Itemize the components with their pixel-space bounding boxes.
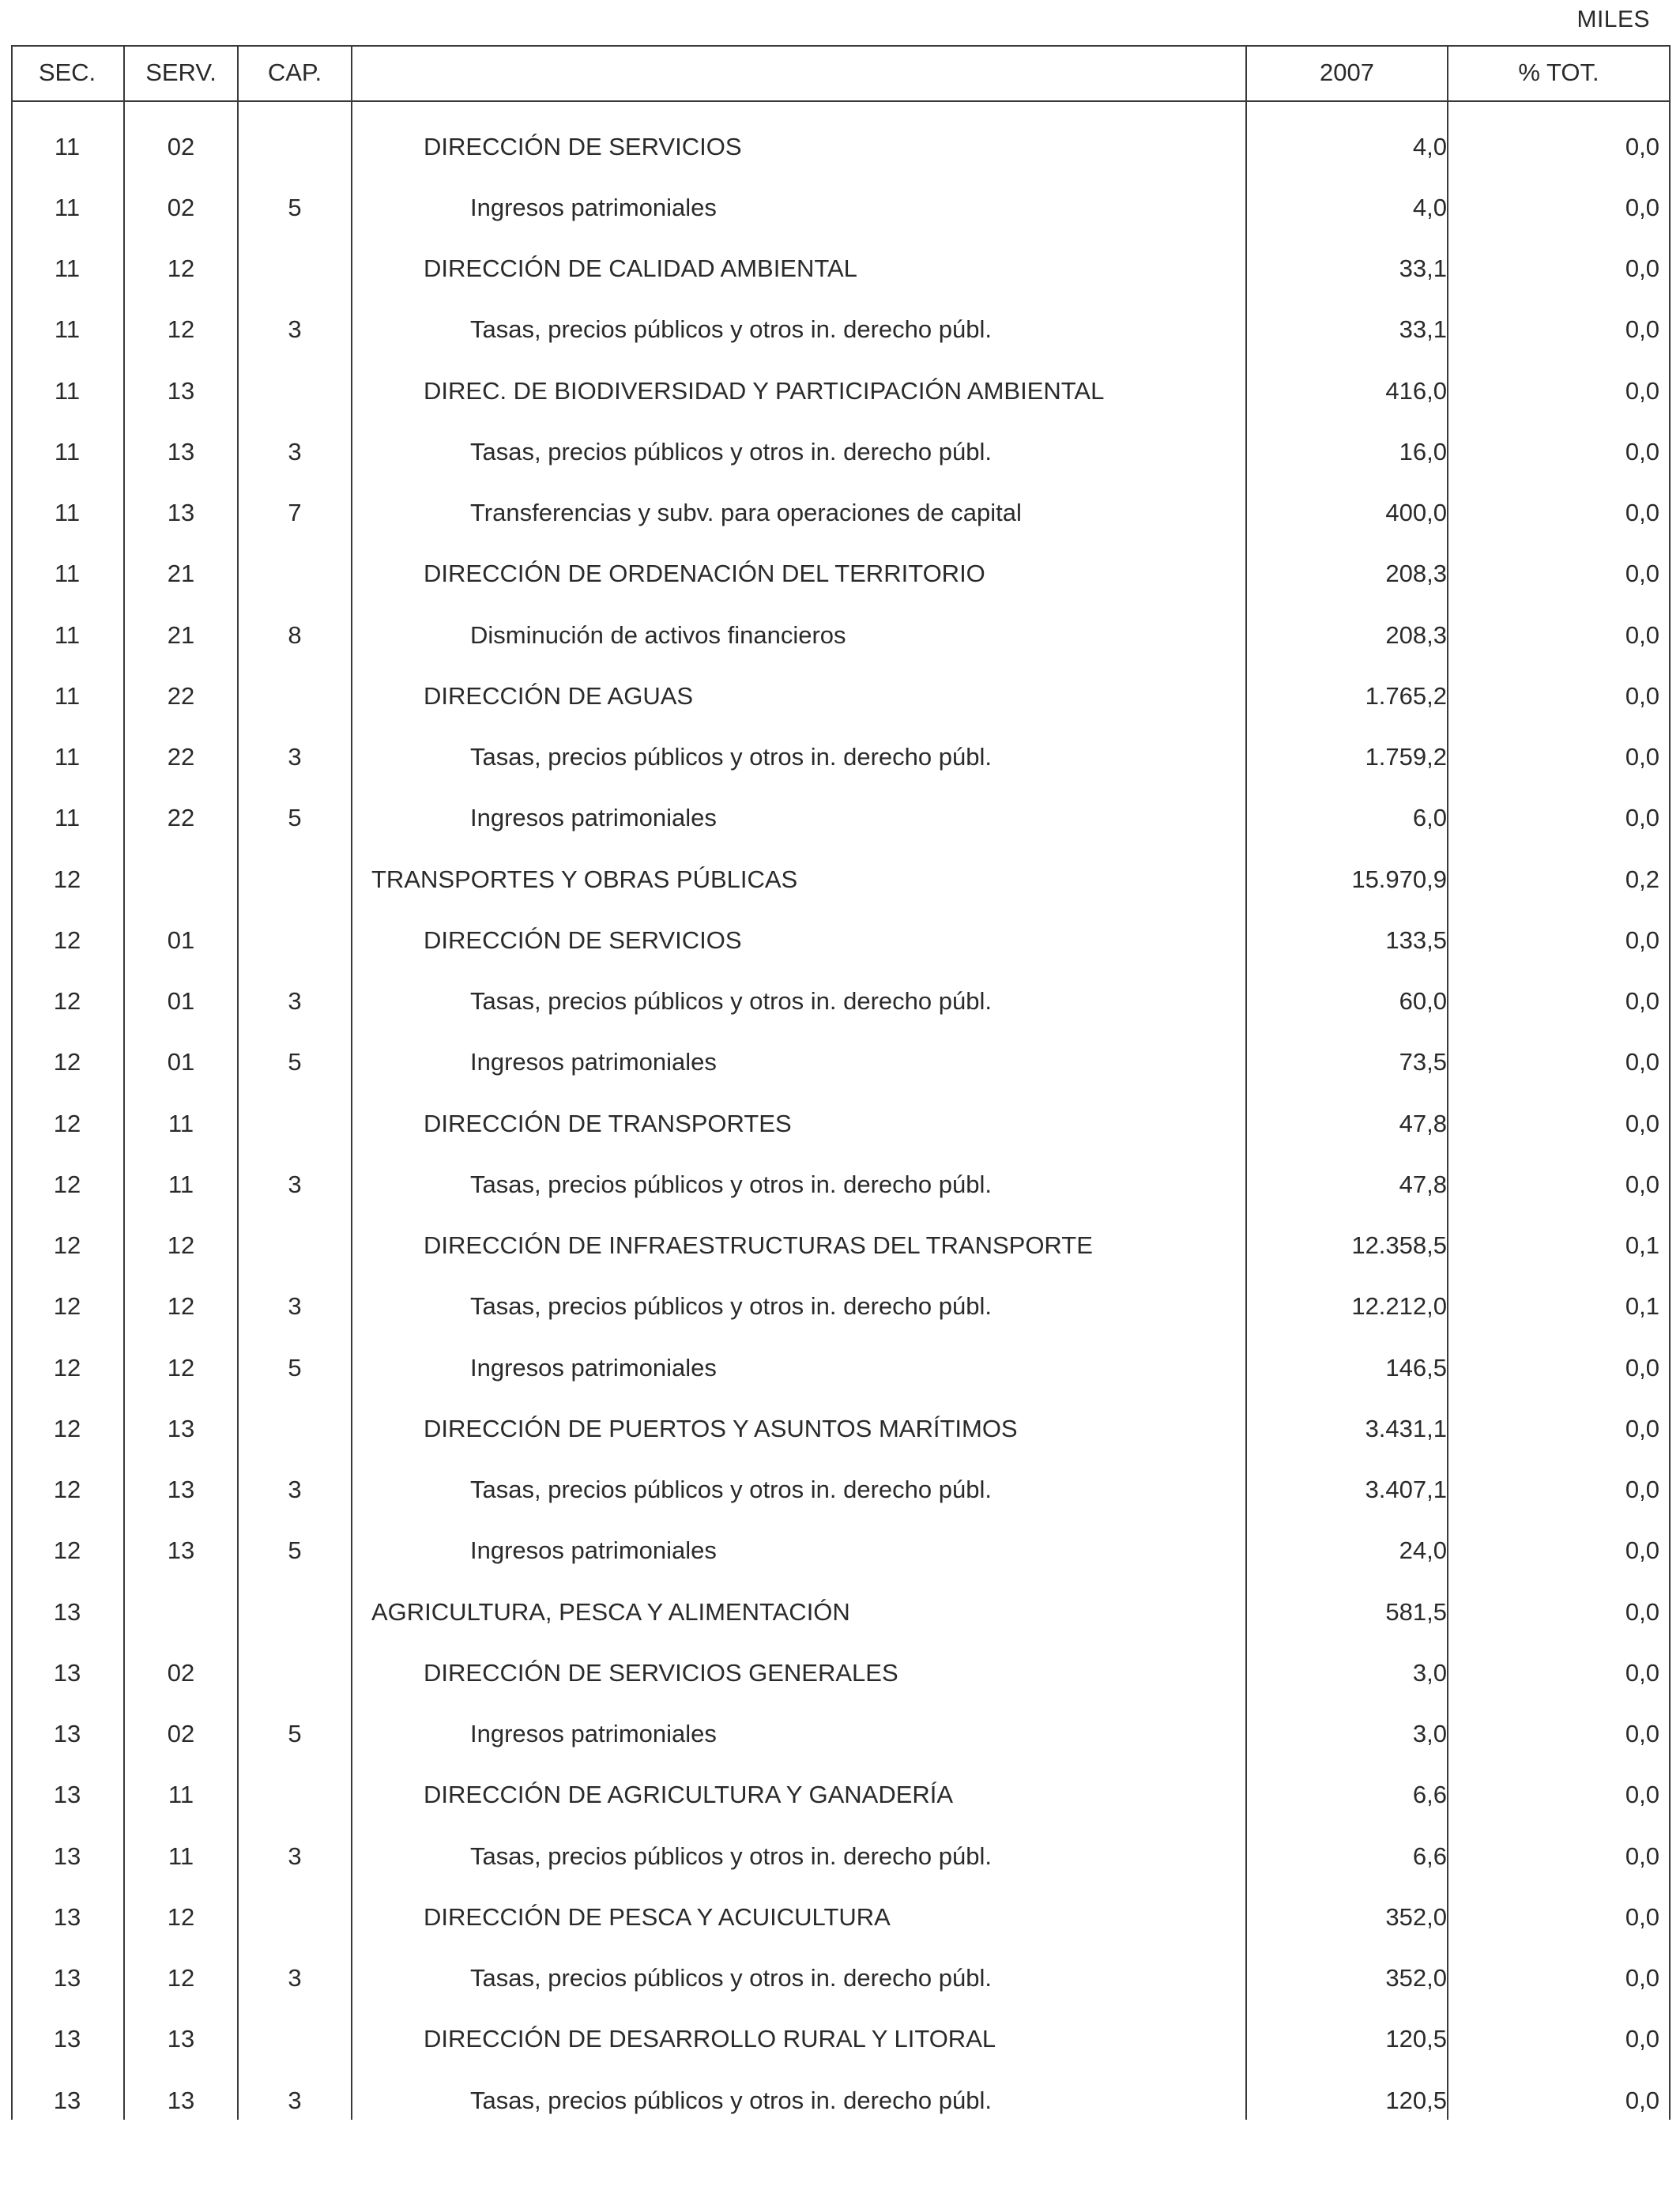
table-row [11, 116, 1671, 177]
serv-cell: 21 [167, 560, 195, 588]
table-row [11, 483, 1671, 544]
serv-cell: 02 [167, 193, 195, 221]
percent-cell: 0,0 [1625, 681, 1659, 710]
amount-cell: 33,1 [1399, 254, 1447, 283]
percent-cell: 0,0 [1625, 1720, 1659, 1748]
percent-cell: 0,0 [1625, 1902, 1659, 1931]
cap-cell [239, 116, 351, 177]
amount-cell: 581,5 [1385, 1597, 1447, 1626]
amount-cell: 3,0 [1412, 1658, 1447, 1687]
sec-cell: 13 [53, 2025, 81, 2053]
serv-cell: 11 [168, 1109, 194, 1137]
serv-cell: 12 [167, 1292, 195, 1321]
amount-cell: 120,5 [1385, 2025, 1447, 2053]
cap-cell [239, 910, 351, 971]
description-cell: Tasas, precios públicos y otros in. derecho públ. [470, 1476, 992, 1504]
cap-cell: 7 [288, 499, 302, 527]
header-percent: % TOT. [1518, 58, 1599, 86]
cap-cell: 3 [288, 1476, 302, 1504]
sec-cell: 11 [54, 254, 81, 283]
cap-cell: 3 [288, 743, 302, 771]
header-serv: SERV. [145, 58, 217, 86]
description-cell: Disminución de activos financieros [470, 620, 846, 649]
serv-cell: 22 [167, 743, 195, 771]
sec-cell: 11 [54, 499, 81, 527]
description-cell: DIRECCIÓN DE TRANSPORTES [424, 1109, 792, 1137]
cap-cell: 3 [288, 2086, 302, 2114]
serv-cell: 13 [167, 2025, 195, 2053]
percent-cell: 0,0 [1625, 1964, 1659, 1992]
cap-cell [239, 1398, 351, 1459]
description-cell: DIRECCIÓN DE ORDENACIÓN DEL TERRITORIO [424, 560, 985, 588]
sec-cell: 13 [53, 1597, 81, 1626]
header-sec: SEC. [38, 58, 96, 86]
cap-cell [239, 849, 351, 910]
cap-cell [239, 1093, 351, 1154]
percent-cell: 0,0 [1625, 1658, 1659, 1687]
cap-cell [239, 665, 351, 726]
serv-cell: 01 [167, 987, 195, 1016]
cap-cell [239, 1765, 351, 1826]
percent-cell: 0,2 [1625, 865, 1659, 893]
percent-cell: 0,0 [1625, 620, 1659, 649]
percent-cell: 0,0 [1625, 499, 1659, 527]
serv-cell: 13 [167, 1476, 195, 1504]
description-cell: DIRECCIÓN DE SERVICIOS [424, 925, 742, 954]
percent-cell: 0,1 [1625, 1231, 1659, 1260]
sec-cell: 12 [53, 1536, 81, 1565]
sec-cell: 11 [54, 620, 81, 649]
amount-cell: 60,0 [1399, 987, 1447, 1016]
serv-cell: 22 [167, 681, 195, 710]
description-cell: Ingresos patrimoniales [470, 1536, 717, 1565]
amount-cell: 1.759,2 [1365, 743, 1447, 771]
cap-cell: 3 [288, 315, 302, 344]
amount-cell: 1.765,2 [1365, 681, 1447, 710]
description-cell: AGRICULTURA, PESCA Y ALIMENTACIÓN [371, 1597, 850, 1626]
cap-cell [239, 2009, 351, 2070]
description-cell: Tasas, precios públicos y otros in. derecho públ. [470, 743, 992, 771]
table-row [11, 1337, 1671, 1398]
header-description [352, 45, 1245, 100]
serv-cell [125, 849, 237, 910]
amount-cell: 15.970,9 [1351, 865, 1447, 893]
description-cell: DIREC. DE BIODIVERSIDAD Y PARTICIPACIÓN AMBIENTAL [424, 376, 1105, 405]
amount-cell: 6,6 [1412, 1781, 1447, 1809]
description-cell: DIRECCIÓN DE PUERTOS Y ASUNTOS MARÍTIMOS [424, 1414, 1018, 1442]
serv-cell: 12 [167, 315, 195, 344]
sec-cell: 13 [53, 1658, 81, 1687]
percent-cell: 0,1 [1625, 1292, 1659, 1321]
percent-cell: 0,0 [1625, 1842, 1659, 1870]
cap-cell [239, 1216, 351, 1276]
percent-cell: 0,0 [1625, 1536, 1659, 1565]
sec-cell: 12 [53, 865, 81, 893]
serv-cell: 02 [167, 132, 195, 160]
serv-cell: 12 [167, 1231, 195, 1260]
description-cell: Transferencias y subv. para operaciones de capital [470, 499, 1022, 527]
serv-cell [125, 1581, 237, 1642]
serv-cell: 11 [168, 1781, 194, 1809]
cap-cell [239, 1887, 351, 1947]
sec-cell: 13 [53, 1781, 81, 1809]
table-row [11, 360, 1671, 421]
description-cell: Tasas, precios públicos y otros in. derecho públ. [470, 1964, 992, 1992]
table-row [11, 910, 1671, 971]
percent-cell: 0,0 [1625, 1048, 1659, 1076]
sec-cell: 11 [54, 681, 81, 710]
serv-cell: 12 [167, 1964, 195, 1992]
cap-cell [239, 360, 351, 421]
cap-cell: 8 [288, 620, 302, 649]
sec-cell: 11 [54, 193, 81, 221]
amount-cell: 3,0 [1412, 1720, 1447, 1748]
description-cell: DIRECCIÓN DE SERVICIOS [424, 132, 742, 160]
sec-cell: 12 [53, 1048, 81, 1076]
cap-cell: 3 [288, 1842, 302, 1870]
sec-cell: 11 [54, 804, 81, 832]
table-row [11, 1642, 1671, 1703]
table-row [11, 1948, 1671, 2009]
sec-cell: 12 [53, 1170, 81, 1198]
budget-table [11, 45, 1671, 2120]
sec-cell: 12 [53, 987, 81, 1016]
table-row [11, 2009, 1671, 2070]
percent-cell: 0,0 [1625, 1414, 1659, 1442]
description-cell: Tasas, precios públicos y otros in. derecho públ. [470, 1170, 992, 1198]
table-row [11, 1216, 1671, 1276]
amount-cell: 416,0 [1385, 376, 1447, 405]
table-row [11, 1398, 1671, 1459]
amount-cell: 12.358,5 [1351, 1231, 1447, 1260]
header-cap: CAP. [267, 58, 322, 86]
percent-cell: 0,0 [1625, 1597, 1659, 1626]
sec-cell: 11 [54, 560, 81, 588]
sec-cell: 12 [53, 1476, 81, 1504]
amount-cell: 24,0 [1399, 1536, 1447, 1565]
description-cell: Tasas, precios públicos y otros in. derecho públ. [470, 1292, 992, 1321]
header-year: 2007 [1320, 58, 1374, 86]
sec-cell: 12 [53, 925, 81, 954]
header-bottom-border [11, 100, 1671, 102]
serv-cell: 12 [167, 1902, 195, 1931]
table-row [11, 1765, 1671, 1826]
percent-cell: 0,0 [1625, 1353, 1659, 1382]
sec-cell: 12 [53, 1353, 81, 1382]
table-row [11, 177, 1671, 238]
amount-cell: 120,5 [1385, 2086, 1447, 2114]
description-cell: Tasas, precios públicos y otros in. derecho públ. [470, 1842, 992, 1870]
cap-cell: 5 [288, 1536, 302, 1565]
serv-cell: 11 [168, 1842, 194, 1870]
amount-cell: 352,0 [1385, 1964, 1447, 1992]
description-cell: DIRECCIÓN DE SERVICIOS GENERALES [424, 1658, 898, 1687]
table-row [11, 421, 1671, 482]
amount-cell: 16,0 [1399, 437, 1447, 466]
table-row [11, 1887, 1671, 1947]
cap-cell: 5 [288, 193, 302, 221]
sec-cell: 13 [53, 2086, 81, 2114]
table-row [11, 665, 1671, 726]
serv-cell: 13 [167, 1536, 195, 1565]
unit-label: MILES [1576, 6, 1650, 32]
percent-cell: 0,0 [1625, 1781, 1659, 1809]
sec-cell: 11 [54, 315, 81, 344]
percent-cell: 0,0 [1625, 2086, 1659, 2114]
cap-cell: 3 [288, 1964, 302, 1992]
percent-cell: 0,0 [1625, 560, 1659, 588]
amount-cell: 47,8 [1399, 1170, 1447, 1198]
description-cell: DIRECCIÓN DE PESCA Y ACUICULTURA [424, 1902, 891, 1931]
description-cell: DIRECCIÓN DE AGUAS [424, 681, 694, 710]
sec-cell: 12 [53, 1231, 81, 1260]
table-row [11, 971, 1671, 1032]
serv-cell: 13 [167, 2086, 195, 2114]
percent-cell: 0,0 [1625, 1170, 1659, 1198]
percent-cell: 0,0 [1625, 437, 1659, 466]
cap-cell: 5 [288, 1720, 302, 1748]
sec-cell: 13 [53, 1720, 81, 1748]
percent-cell: 0,0 [1625, 376, 1659, 405]
serv-cell: 01 [167, 1048, 195, 1076]
table-row [11, 1521, 1671, 1581]
description-cell: Tasas, precios públicos y otros in. derecho públ. [470, 2086, 992, 2114]
table-row [11, 605, 1671, 665]
percent-cell: 0,0 [1625, 315, 1659, 344]
sec-cell: 12 [53, 1109, 81, 1137]
percent-cell: 0,0 [1625, 987, 1659, 1016]
sec-cell: 12 [53, 1414, 81, 1442]
serv-cell: 13 [167, 437, 195, 466]
table-row [11, 239, 1671, 300]
table-row [11, 1154, 1671, 1215]
percent-cell: 0,0 [1625, 254, 1659, 283]
description-cell: Ingresos patrimoniales [470, 804, 717, 832]
serv-cell: 02 [167, 1720, 195, 1748]
percent-cell: 0,0 [1625, 1476, 1659, 1504]
amount-cell: 352,0 [1385, 1902, 1447, 1931]
sec-cell: 11 [54, 437, 81, 466]
amount-cell: 73,5 [1399, 1048, 1447, 1076]
percent-cell: 0,0 [1625, 743, 1659, 771]
table-row [11, 1581, 1671, 1642]
amount-cell: 3.431,1 [1365, 1414, 1447, 1442]
cap-cell: 5 [288, 804, 302, 832]
serv-cell: 13 [167, 499, 195, 527]
description-cell: DIRECCIÓN DE INFRAESTRUCTURAS DEL TRANSPORTE [424, 1231, 1093, 1260]
table-row [11, 2070, 1671, 2131]
amount-cell: 208,3 [1385, 620, 1447, 649]
table-body [11, 116, 1671, 2131]
serv-cell: 02 [167, 1658, 195, 1687]
percent-cell: 0,0 [1625, 1109, 1659, 1137]
serv-cell: 13 [167, 376, 195, 405]
description-cell: Tasas, precios públicos y otros in. derecho públ. [470, 437, 992, 466]
cap-cell [239, 1581, 351, 1642]
amount-cell: 4,0 [1412, 193, 1447, 221]
description-cell: Ingresos patrimoniales [470, 1353, 717, 1382]
cap-cell [239, 544, 351, 605]
amount-cell: 12.212,0 [1351, 1292, 1447, 1321]
amount-cell: 133,5 [1385, 925, 1447, 954]
table-row [11, 788, 1671, 849]
sec-cell: 13 [53, 1964, 81, 1992]
sec-cell: 11 [54, 132, 81, 160]
description-cell: DIRECCIÓN DE CALIDAD AMBIENTAL [424, 254, 857, 283]
cap-cell [239, 239, 351, 300]
serv-cell: 12 [167, 254, 195, 283]
percent-cell: 0,0 [1625, 132, 1659, 160]
amount-cell: 33,1 [1399, 315, 1447, 344]
cap-cell: 5 [288, 1048, 302, 1076]
description-cell: Ingresos patrimoniales [470, 193, 717, 221]
table-row [11, 300, 1671, 360]
amount-cell: 208,3 [1385, 560, 1447, 588]
amount-cell: 47,8 [1399, 1109, 1447, 1137]
description-cell: Tasas, precios públicos y otros in. derecho públ. [470, 315, 992, 344]
description-cell: DIRECCIÓN DE AGRICULTURA Y GANADERÍA [424, 1781, 954, 1809]
serv-cell: 21 [167, 620, 195, 649]
table-row [11, 849, 1671, 910]
sec-cell: 13 [53, 1842, 81, 1870]
sec-cell: 13 [53, 1902, 81, 1931]
amount-cell: 146,5 [1385, 1353, 1447, 1382]
serv-cell: 22 [167, 804, 195, 832]
table-row [11, 1704, 1671, 1765]
table-row [11, 1826, 1671, 1887]
description-cell: TRANSPORTES Y OBRAS PÚBLICAS [371, 865, 798, 893]
cap-cell: 3 [288, 1170, 302, 1198]
sec-cell: 11 [54, 376, 81, 405]
serv-cell: 13 [167, 1414, 195, 1442]
cap-cell: 3 [288, 987, 302, 1016]
percent-cell: 0,0 [1625, 2025, 1659, 2053]
sec-cell: 12 [53, 1292, 81, 1321]
sec-cell: 11 [54, 743, 81, 771]
table-row [11, 1093, 1671, 1154]
percent-cell: 0,0 [1625, 925, 1659, 954]
amount-cell: 400,0 [1385, 499, 1447, 527]
percent-cell: 0,0 [1625, 193, 1659, 221]
cap-cell [239, 1642, 351, 1703]
amount-cell: 3.407,1 [1365, 1476, 1447, 1504]
cap-cell: 5 [288, 1353, 302, 1382]
description-cell: Ingresos patrimoniales [470, 1720, 717, 1748]
serv-cell: 11 [168, 1170, 194, 1198]
cap-cell: 3 [288, 1292, 302, 1321]
description-cell: Ingresos patrimoniales [470, 1048, 717, 1076]
table-row [11, 1276, 1671, 1337]
amount-cell: 6,0 [1412, 804, 1447, 832]
cap-cell: 3 [288, 437, 302, 466]
table-row [11, 1460, 1671, 1521]
serv-cell: 01 [167, 925, 195, 954]
table-row [11, 727, 1671, 788]
description-cell: DIRECCIÓN DE DESARROLLO RURAL Y LITORAL [424, 2025, 996, 2053]
amount-cell: 6,6 [1412, 1842, 1447, 1870]
table-row [11, 544, 1671, 605]
serv-cell: 12 [167, 1353, 195, 1382]
description-cell: Tasas, precios públicos y otros in. derecho públ. [470, 987, 992, 1016]
table-row [11, 1032, 1671, 1093]
amount-cell: 4,0 [1412, 132, 1447, 160]
percent-cell: 0,0 [1625, 804, 1659, 832]
